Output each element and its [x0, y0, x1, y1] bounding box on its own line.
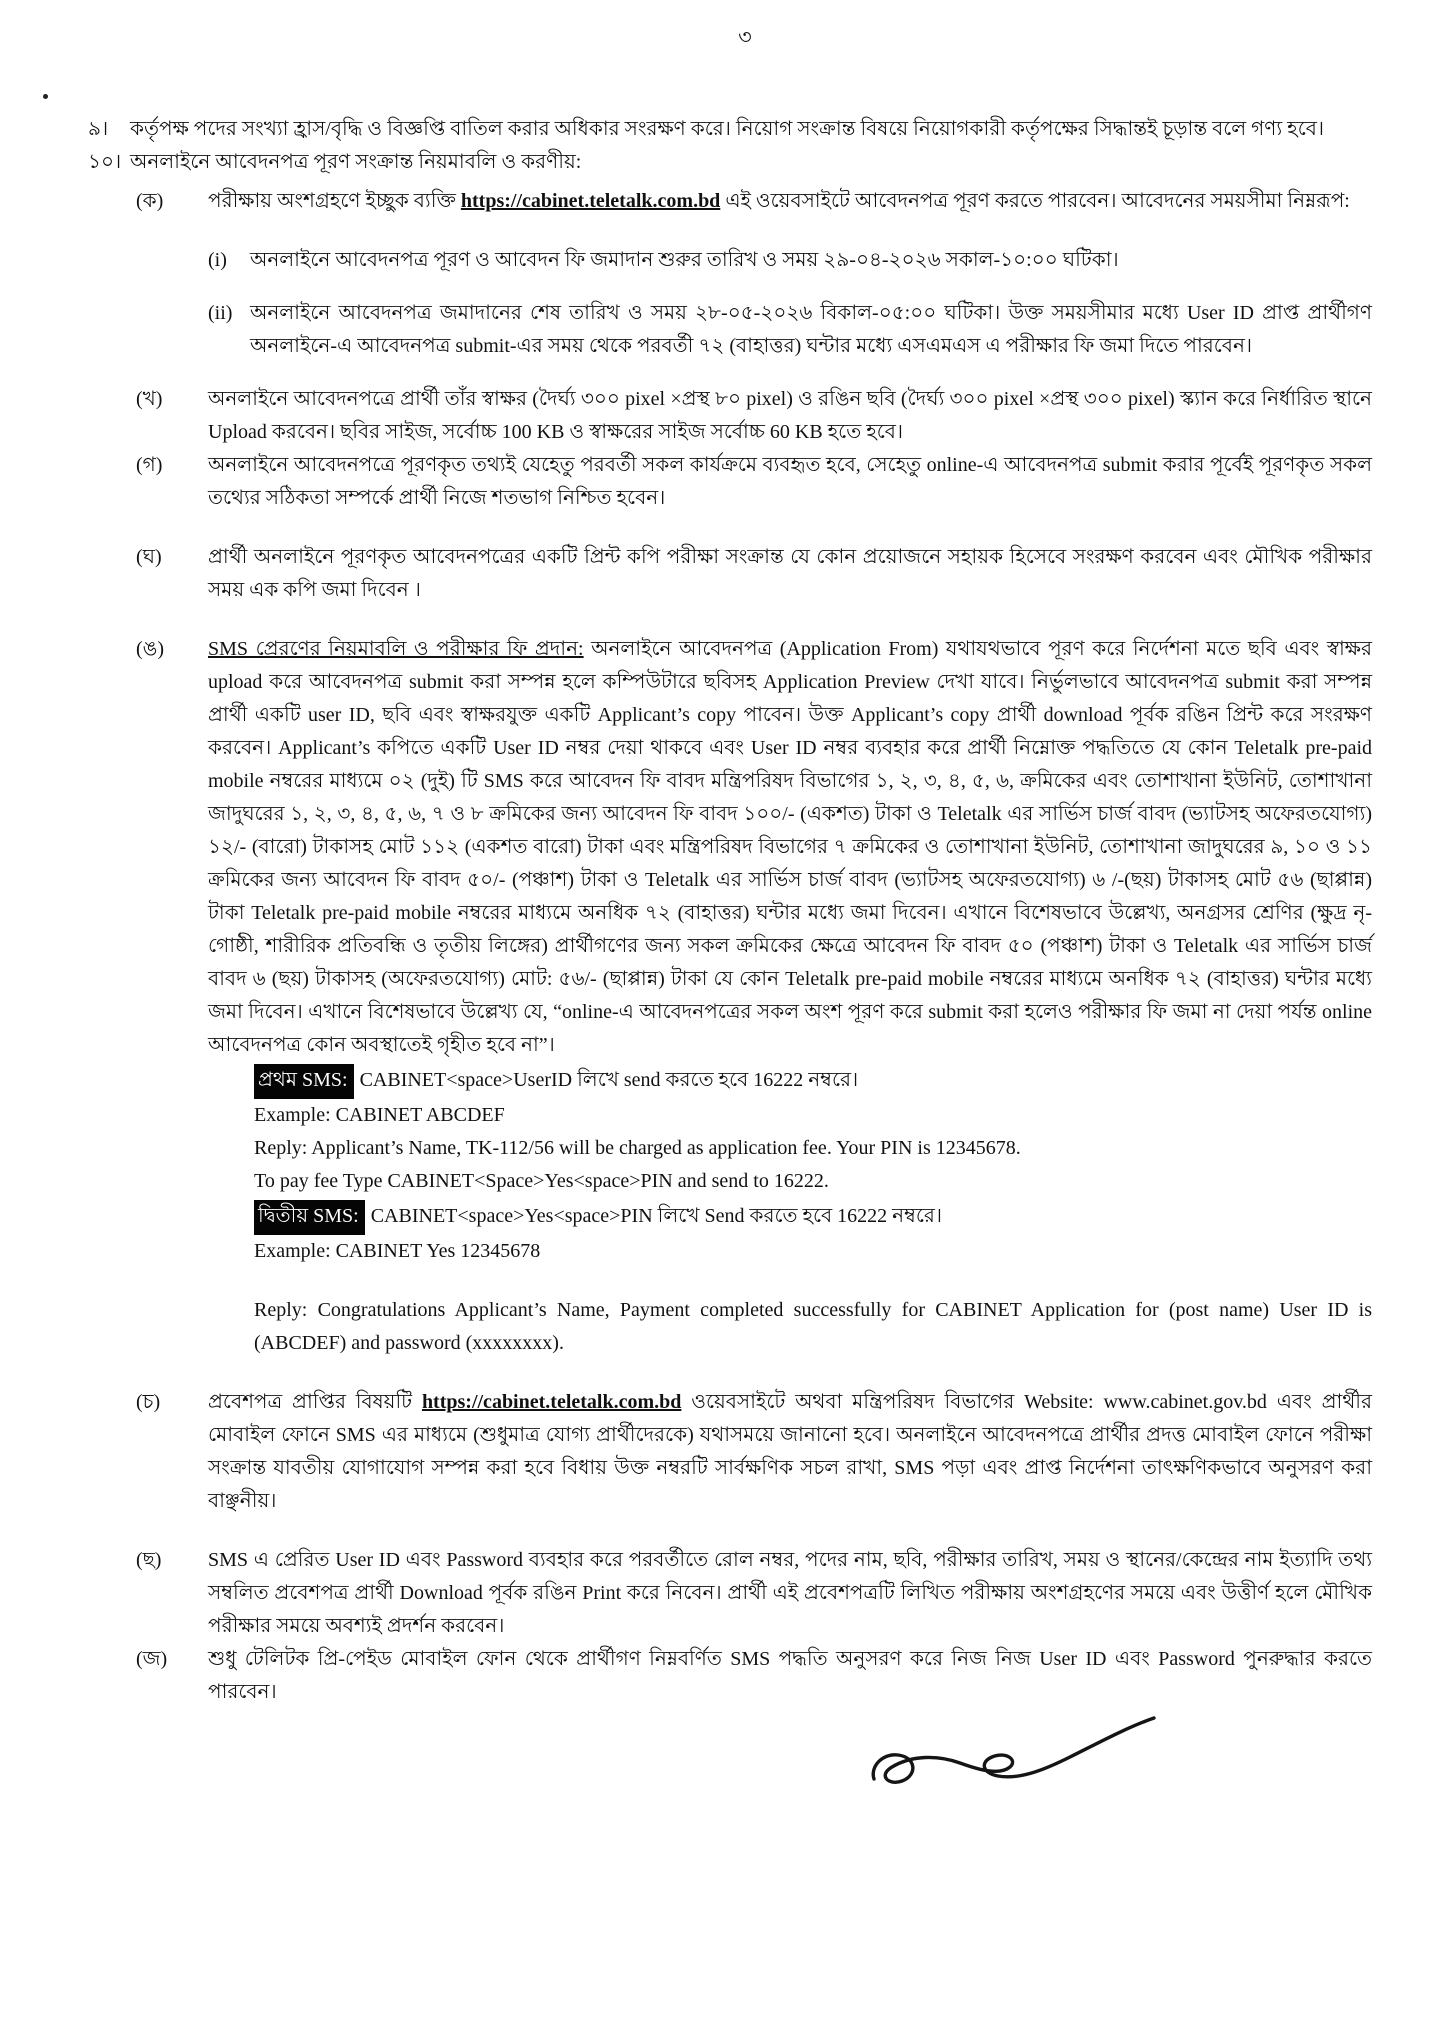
sub-item-chha-text: SMS এ প্রেরিত User ID এবং Password ব্যবহার করে পরবর্তীতে রোল নম্বর, পদের নাম, ছবি, পরীক্ষার তারিখ, সময় ও স্থানের/কেন্দ্রের নাম ইত্যাদি তথ্য সম্বলিত প্রবেশপত্র প্রার্থী Download পূর্বক রঙিন Print করে নিবেন। প্রার্থী এই প্রবেশপত্রটি লিখিত পরীক্ষায় অংশগ্রহণের সময়ে এবং উত্তীর্ণ হলে মৌখিক পরীক্ষার সময়ে অবশ্যই প্রদর্শন করবেন। [208, 1548, 1372, 1637]
sub-item-ka [136, 185, 1372, 363]
sub-item-chha-label: (ছ) [136, 1548, 162, 1571]
sub-item-ja-label: (জ) [136, 1647, 168, 1670]
item-10-text: অনলাইনে আবেদনপত্র পূরণ সংক্রান্ত নিয়মাবলি ও করণীয়: [130, 150, 582, 173]
page-number: ৩ [738, 25, 752, 49]
sub-item-ga-label: (গ) [136, 453, 163, 476]
sub-item-ka-label: (ক) [136, 189, 164, 212]
sub-item-ka-text-before: পরীক্ষায় অংশগ্রহণে ইচ্ছুক ব্যক্তি [208, 189, 461, 212]
sub-item-cha-text [208, 1386, 1372, 1518]
sub-item-ka-text-after: এই ওয়েবসাইটে আবেদনপত্র পূরণ করতে পারবেন। আবেদনের সময়সীমা নিম্নরূপ: [720, 189, 1350, 212]
sms-rules-body: অনলাইনে আবেদনপত্র (Application From) যথাযথভাবে পূরণ করে নির্দেশনা মতে ছবি এবং স্বাক্ষর upload করে আবেদনপত্র submit করা সম্পন্ন হলে কম্পিউটারে ছবিসহ Application Preview দেখা যাবে। নির্ভুলভাবে আবেদনপত্র submit করা সম্পন্ন প্রার্থী একটি user ID, ছবি এবং স্বাক্ষরযুক্ত একটি Applicant’s copy পাবেন। উক্ত Applicant’s copy প্রার্থী download পূর্বক রঙিন প্রিন্ট করে সংরক্ষণ করবেন। Applicant’s কপিতে একটি User ID নম্বর দেয়া থাকবে এবং User ID নম্বর ব্যবহার করে প্রার্থী নিম্নোক্ত পদ্ধতিতে যে কোন Teletalk pre-paid mobile নম্বরের মাধ্যমে ০২ (দুই) টি SMS করে আবেদন ফি বাবদ মন্ত্রিপরিষদ বিভাগের ১, ২, ৩, ৪, ৫, ৬, ক্রমিকের এবং তোশাখানা ইউনিট, তোশাখানা জাদুঘরের ১, ২, ৩, ৪, ৫, ৬, ৭ ও ৮ ক্রমিকের জন্য আবেদন ফি বাবদ ১০০/- (একশত) টাকা ও Teletalk এর সার্ভিস চার্জ বাবদ (ভ্যাটসহ অফেরতযোগ্য) ১২/- (বারো) টাকাসহ মোট ১১২ (একশত বারো) টাকা এবং মন্ত্রিপরিষদ বিভাগের ৭ ক্রমিকের ও তোশাখানা ইউনিট, তোশাখানা জাদুঘরের ৯, ১০ ও ১১ ক্রমিকের জন্য আবেদন ফি বাবদ ৫০/- (পঞ্চাশ) টাকা ও Teletalk এর সার্ভিস চার্জ বাবদ (ভ্যাটসহ অফেরতযোগ্য) ৬ /-(ছয়) টাকাসহ মোট ৫৬ (ছাপ্পান্ন) টাকা Teletalk pre-paid mobile নম্বরের মাধ্যমে অনধিক ৭২ (বাহাত্তর) ঘন্টার মধ্যে জমা দিবেন। এখানে বিশেষভাবে উল্লেখ্য, অনগ্রসর শ্রেণির (ক্ষুদ্র নৃ-গোষ্ঠী, শারীরিক প্রতিবন্ধি ও তৃতীয় লিঙ্গের) প্রার্থীগণের জন্য সকল ক্রমিকের ক্ষেত্রে আবেদন ফি বাবদ ৫০ (পঞ্চাশ) টাকা ও Teletalk এর সার্ভিস চার্জ বাবদ ৬ (ছয়) টাকাসহ (অফেরতযোগ্য) মোট: ৫৬/- (ছাপ্পান্ন) টাকা যে কোন Teletalk pre-paid mobile নম্বরের মাধ্যমে অনধিক ৭২ (বাহাত্তর) ঘন্টার মধ্যে জমা দিবেন। এখানে বিশেষভাবে উল্লেখ্য যে, “online-এ আবেদনপত্রের সকল অংশ পূরণ করে submit করা হলেও পরীক্ষার ফি জমা না দেয়া পর্যন্ত online আবেদনপত্র কোন অবস্থাতেই গৃহীত হবে না”। [208, 637, 1372, 1056]
sub-item-kha-label: (খ) [136, 387, 163, 410]
scan-speck [43, 94, 48, 99]
first-sms-instruction-line [254, 1064, 1372, 1099]
sub-item-uno-label: (ঙ) [136, 637, 164, 660]
first-sms-example: Example: CABINET ABCDEF [254, 1103, 505, 1126]
sub-item-cha [136, 1386, 1372, 1518]
sub-item-ka-i-label: (i) [208, 248, 227, 271]
sub-item-gha [136, 541, 1372, 607]
sub-item-kha [136, 383, 1372, 449]
sub-item-cha-text-after: ওয়েবসাইটে অথবা মন্ত্রিপরিষদ বিভাগের Website: www.cabinet.gov.bd এবং প্রার্থীর মোবাইল ফোনে SMS এর মাধ্যমে (শুধুমাত্র যোগ্য প্রার্থীদেরকে) যথাসময়ে জানানো হবে। অনলাইনে আবেদনপত্রে প্রার্থীর প্রদত্ত মোবাইল ফোনে পরীক্ষা সংক্রান্ত যাবতীয় যোগাযোগ সম্পন্ন করা হবে বিধায় উক্ত নম্বরটি সার্বক্ষণিক সচল রাখা, SMS পড়া এবং প্রাপ্ত নির্দেশনা তাৎক্ষণিকভাবে অনুসরণ করা বাঞ্ছনীয়। [208, 1390, 1372, 1512]
sub-item-ka-i-text: অনলাইনে আবেদনপত্র পূরণ ও আবেদন ফি জমাদান শুরুর তারিখ ও সময় ২৯-০৪-২০২৬ সকাল-১০:০০ ঘটিকা। [250, 248, 1119, 271]
first-sms-block [254, 1064, 1372, 1198]
sub-item-ka-ii [208, 297, 1372, 363]
item-9-number: ৯। [88, 117, 109, 140]
sub-item-gha-label: (ঘ) [136, 545, 162, 568]
item-10-number: ১০। [88, 150, 122, 173]
sms-rules-heading: SMS প্রেরণের নিয়মাবলি ও পরীক্ষার ফি প্রদান: [208, 637, 584, 660]
sub-item-ka-text [208, 185, 1372, 363]
second-sms-instruction: CABINET<space>Yes<space>PIN লিখে Send করতে হবে 16222 নম্বরে। [370, 1204, 943, 1227]
first-sms-pay: To pay fee Type CABINET<Space>Yes<space>PIN and send to 16222. [254, 1169, 829, 1192]
sub-item-ka-i [208, 244, 1372, 277]
sub-item-ka-ii-label: (ii) [208, 301, 233, 324]
admit-card-website-link[interactable]: https://cabinet.teletalk.com.bd [421, 1390, 682, 1413]
sub-item-gha-text: প্রার্থী অনলাইনে পূরণকৃত আবেদনপত্রের একটি প্রিন্ট কপি পরীক্ষা সংক্রান্ত যে কোন প্রয়োজনে সহায়ক হিসেবে সংরক্ষণ করবেন এবং মৌখিক পরীক্ষার সময় এক কপি জমা দিবেন । [208, 545, 1372, 601]
sub-item-ja [136, 1643, 1372, 1709]
second-sms-example: Example: CABINET Yes 12345678 [254, 1239, 541, 1262]
second-sms-label: দ্বিতীয় SMS: [254, 1200, 365, 1235]
sub-item-uno [136, 633, 1372, 1360]
first-sms-label: প্রথম SMS: [254, 1064, 354, 1099]
item-9-text: কর্তৃপক্ষ পদের সংখ্যা হ্রাস/বৃদ্ধি ও বিজ্ঞপ্তি বাতিল করার অধিকার সংরক্ষণ করে। নিয়োগ সংক্রান্ত বিষয়ে নিয়োগকারী কর্তৃপক্ষের সিদ্ধান্তই চূড়ান্ত বলে গণ্য হবে। [130, 117, 1325, 140]
sub-item-ja-text: শুধু টেলিটক প্রি-পেইড মোবাইল ফোন থেকে প্রার্থীগণ নিম্নবর্ণিত SMS পদ্ধতি অনুসরণ করে নিজ নিজ User ID এবং Password পুনরুদ্ধার করতে পারবেন। [208, 1647, 1372, 1703]
sub-item-ka-ii-text: অনলাইনে আবেদনপত্র জমাদানের শেষ তারিখ ও সময় ২৮-০৫-২০২৬ বিকাল-০৫:০০ ঘটিকা। উক্ত সময়সীমার মধ্যে User ID প্রাপ্ত প্রার্থীগণ অনলাইনে-এ আবেদনপত্র submit-এর সময় থেকে পরবর্তী ৭২ (বাহাত্তর) ঘন্টার মধ্যে এসএমএস এ পরীক্ষার ফি জমা দিতে পারবেন। [250, 301, 1372, 357]
signature [860, 1713, 1160, 1801]
second-sms-instruction-line [254, 1200, 1372, 1235]
sub-item-ga [136, 449, 1372, 515]
sub-item-kha-text: অনলাইনে আবেদনপত্রে প্রার্থী তাঁর স্বাক্ষর (দৈর্ঘ্য ৩০০ pixel ×প্রস্থ ৮০ pixel) ও রঙিন ছবি (দৈর্ঘ্য ৩০০ pixel ×প্রস্থ ৩০০ pixel) স্ক্যান করে নির্ধারিত স্থানে Upload করবেন। ছবির সাইজ, সর্বোচ্চ 100 KB ও স্বাক্ষরের সাইজ সর্বোচ্চ 60 KB হতে হবে। [208, 387, 1372, 443]
first-sms-reply: Reply: Applicant’s Name, TK-112/56 will be charged as application fee. Your PIN is 12345678. [254, 1136, 1021, 1159]
sub-item-ga-text: অনলাইনে আবেদনপত্রে পূরণকৃত তথ্যই যেহেতু পরবর্তী সকল কার্যক্রমে ব্যবহৃত হবে, সেহেতু online-এ আবেদনপত্র submit করার পূর্বেই পূরণকৃত সকল তথ্যের সঠিকতা সম্পর্কে প্রার্থী নিজে শতভাগ নিশ্চিত হবেন। [208, 453, 1372, 509]
sub-item-chha [136, 1544, 1372, 1643]
sub-item-uno-text [208, 633, 1372, 1360]
second-sms-block [254, 1200, 1372, 1360]
application-website-link[interactable]: https://cabinet.teletalk.com.bd [460, 189, 721, 212]
sub-item-cha-text-before: প্রবেশপত্র প্রাপ্তির বিষয়টি [208, 1390, 422, 1413]
sub-item-cha-label: (চ) [136, 1390, 161, 1413]
item-10 [88, 146, 1372, 179]
first-sms-instruction: CABINET<space>UserID লিখে send করতে হবে 16222 নম্বরে। [359, 1068, 859, 1091]
item-9 [88, 113, 1372, 146]
second-sms-reply: Reply: Congratulations Applicant’s Name, Payment completed successfully for CABINET Application for (post name) User ID is (ABCDEF) and password (xxxxxxxx). [254, 1298, 1372, 1354]
